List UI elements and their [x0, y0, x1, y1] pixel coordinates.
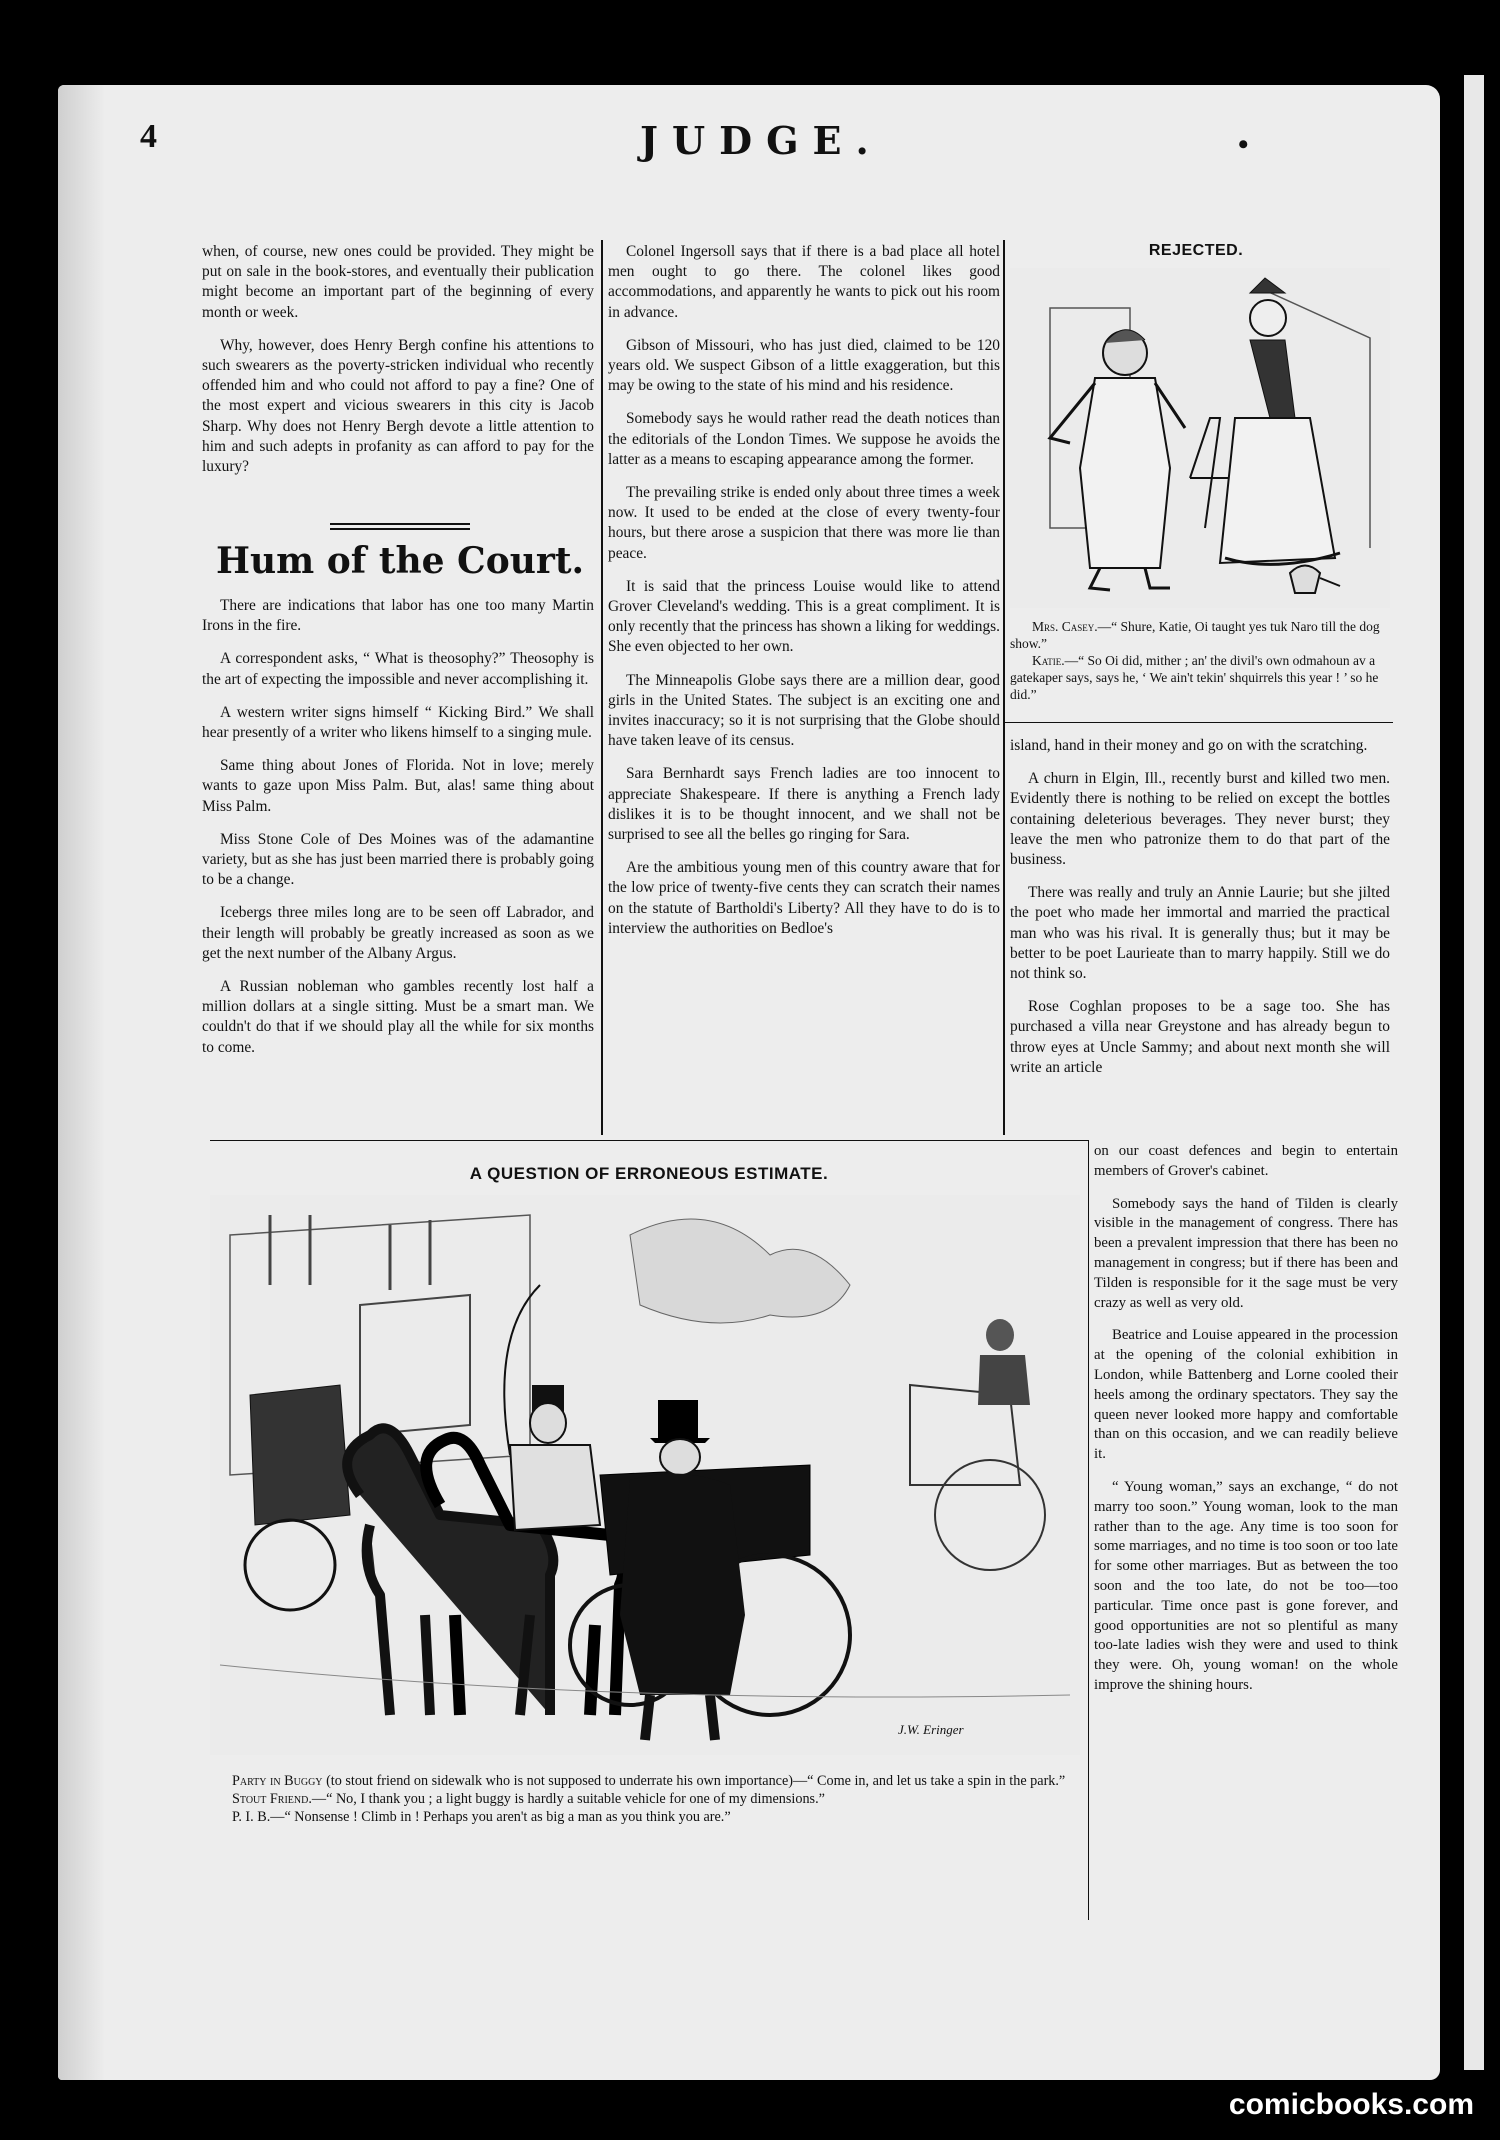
caption-text: —“ No, I thank you ; a light buggy is hardly a suitable vehicle for one of my dimensions.” [311, 1791, 825, 1807]
paragraph: Colonel Ingersoll says that if there is a bad place all hotel men ought to go there. The colonel likes good accommodations, and apparently he wants to pick out his room in advance. [608, 243, 1000, 321]
paragraph: Sara Bernhardt says French ladies are too innocent to appreciate Shakespeare. If there is anything a French lady dislikes it is to be thought innocent, and we shall not be surprised to see all the belles go ringing for Sara. [608, 765, 1000, 844]
caption-speaker: Mrs. Casey. [1032, 619, 1098, 634]
paragraph: There was really and truly an Annie Laurie; but she jilted the poet who made her immortal and married the practical man who was his rival. It is generally thus; but it may be better to be poet Laurieate than to marry happily. Still we do not think so. [1010, 884, 1390, 983]
page-binding-shadow [58, 85, 104, 2080]
paragraph: Beatrice and Louise appeared in the procession at the opening of the colonial exhibition in London, while Battenberg and Lorne cooled their heels among the ordinary spectators. They say the queen never looked more happy and comfortable than on this occasion, and we can readily believe it. [1094, 1327, 1398, 1463]
paragraph: Icebergs three miles long are to be seen off Labrador, and their length will probably be greatly increased as soon as we get the next number of the Albany Argus. [202, 904, 594, 962]
caption-speaker: Katie. [1032, 653, 1065, 668]
column-divider [1003, 240, 1005, 1135]
illustration-top-rule [210, 1140, 1088, 1141]
caption-text: —“ Shure, Katie, Oi taught yes tuk Naro till the dog show.” [1010, 619, 1380, 651]
section-rule [330, 523, 470, 530]
column-divider [601, 240, 603, 1135]
paragraph: The prevailing strike is ended only about three times a week now. It used to be ended at the close of every twenty-four hours, but there arose a suspicion that there was more lie than peace. [608, 484, 1000, 562]
column-3 [1010, 736, 1390, 1091]
paragraph: The Minneapolis Globe says there are a million dear, good girls in the United States. The subject is an exciting one and invites inaccuracy; so it is not surprising that the Globe should have taken leave of its census. [608, 671, 1000, 750]
page-number: 4 [140, 118, 157, 155]
column-divider [1088, 1140, 1089, 1920]
paragraph: island, hand in their money and go on with the scratching. [1010, 737, 1368, 754]
caption-text: (to stout friend on sidewalk who is not supposed to underrate his own importance)—“ Come in, and let us take a spin in the park.” [326, 1773, 1066, 1789]
column-2 [608, 242, 1000, 952]
next-page-edge [1464, 75, 1484, 2070]
paragraph: A western writer signs himself “ Kicking Bird.” We shall hear presently of a writer who likens himself to a singing mule. [202, 703, 594, 742]
paragraph: A correspondent asks, “ What is theosophy?” Theosophy is the art of expecting the impossible and never accomplishing it. [202, 650, 594, 688]
paragraph: on our coast defences and begin to entertain members of Grover's cabinet. [1094, 1143, 1398, 1179]
paragraph: Somebody says he would rather read the death notices than the editorials of the London Times. We suppose he avoids the latter as a means to escaping appearance among the former. [608, 410, 1000, 468]
column-4 [1094, 1142, 1398, 1709]
illustration-title: A QUESTION OF ERRONEOUS ESTIMATE. [469, 1164, 829, 1183]
masthead-title: JUDGE. [640, 118, 883, 163]
section-rule [1003, 722, 1393, 723]
section-title: Hum of the Court. [215, 540, 585, 582]
rejected-caption [1010, 618, 1382, 703]
column-1-top [202, 242, 594, 490]
paragraph: Miss Stone Cole of Des Moines was of the adamantine variety, but as she has just been married there is probably going to be a change. [202, 830, 594, 889]
paragraph: Are the ambitious young men of this country aware that for the low price of twenty-five cents they can scratch their names on the statute of Bartholdi's Liberty? All they have to do is to interview the authorities on Bedloe's [608, 859, 1000, 937]
paragraph: It is said that the princess Louise would like to attend Grover Cleveland's wedding. This is a great compliment. It is only recently that the princess has shown a liking for weddings. She even objected to her own. [608, 577, 1000, 656]
paragraph: Gibson of Missouri, who has just died, claimed to be 120 years old. We suspect Gibson of a little exaggeration, but this may be owing to the state of his mind and his residence. [608, 336, 1000, 395]
paragraph: Somebody says the hand of Tilden is clearly visible in the management of congress. There has been a prevalent impression that there has been no management in congress; but if there has been and Tilden is responsible for it the sage must be very crazy as well as very old. [1094, 1195, 1398, 1311]
caption-speaker: Party in Buggy [232, 1773, 323, 1789]
artist-signature: J.W. Eringer [898, 1722, 964, 1737]
paragraph: A Russian nobleman who gambles recently lost half a million dollars at a single sitting. Must be a smart man. We couldn't do that if we should play all the while for six months to come. [202, 978, 594, 1056]
paragraph: Rose Coghlan proposes to be a sage too. She has purchased a villa near Greystone and has already begun to throw eyes at Uncle Sammy; and about next month she will write an article [1010, 998, 1390, 1076]
illustration-caption [210, 1772, 1088, 1826]
buggy-illustration [210, 1195, 1080, 1755]
watermark: comicbooks.com [1228, 2088, 1474, 2121]
caption-text: —“ So Oi did, mither ; an' the divil's own odmahoun av a gatekaper says, says he, ‘ We ain't tekin' shquirrels this year ! ’ so he did.” [1010, 653, 1379, 702]
paragraph: “ Young woman,” says an exchange, “ do not marry too soon.” Young woman, look to the man rather than to the age. Any time is too soon for some marriages, and no time is too soon or too late for some other marriages. But as between the too soon and the too late, do not be too—too particular. Time once past is gone forever, and good opportunities are not so plentiful as many too-late ladies wish they were and used to think they were. Oh, young woman! on the whole improve the shining hours. [1094, 1478, 1398, 1693]
paragraph: There are indications that labor has one too many Martin Irons in the fire. [202, 597, 594, 635]
paragraph: A churn in Elgin, Ill., recently burst and killed two men. Evidently there is nothing to be relied on except the bottles containing deleterious beverages. They never burst; they leave the men who patronize them to do that part of the business. [1010, 770, 1390, 869]
header-dot: • [1238, 128, 1249, 161]
paragraph: Same thing about Jones of Florida. Not in love; merely wants to gaze upon Miss Palm. But, alas! same thing about Miss Palm. [202, 757, 594, 815]
rejected-illustration [1010, 268, 1390, 608]
paragraph: Why, however, does Henry Bergh confine his attentions to such swearers as the poverty-stricken individual who recently offended him and who could not afford to pay a fine? One of the most expert and vicious swearers in this city is Jacob Sharp. Why does not Henry Bergh devote a little attention to him and such adepts in profanity as can afford to pay for the luxury? [202, 336, 594, 476]
caption-speaker: P. I. B. [232, 1809, 271, 1825]
paragraph: when, of course, new ones could be provided. They might be put on sale in the book-stores, and eventually their publication might become an important part of the beginning of every month or week. [202, 243, 594, 321]
caption-text: —“ Nonsense ! Climb in ! Perhaps you aren't as big a man as you think you are.” [270, 1809, 731, 1825]
column-1-court [202, 596, 594, 1071]
caption-speaker: Stout Friend. [232, 1791, 312, 1807]
rejected-title: REJECTED. [1148, 242, 1244, 259]
